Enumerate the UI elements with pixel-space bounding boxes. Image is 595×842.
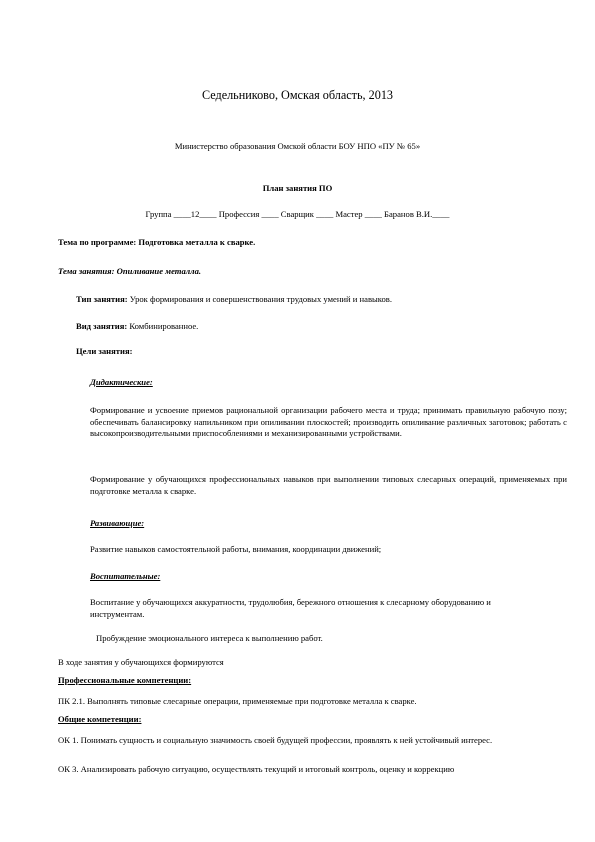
program-topic-label: Тема по программе:: [58, 237, 137, 247]
developing-text: Развитие навыков самостоятельной работы, внимания, координации движений;: [90, 544, 382, 554]
lesson-kind: [76, 321, 198, 332]
didactic-label: Дидактические:: [90, 377, 153, 387]
lesson-topic-value: Опиливание металла.: [114, 266, 202, 276]
didactic-paragraph-1: Формирование и усвоение приемов рациональной организации рабочего места и труда; принимать правильную рабочую позу; обеспечивать балансировку напильником при опиливании плоскостей; производить опиливание различных заготовок; работать с высокопроизводительными приспособлениями и механизированными устройствами.: [90, 405, 567, 439]
lesson-type-value: Урок формирования и совершенствования трудовых умений и навыков.: [127, 294, 393, 304]
lesson-topic-label: Тема занятия:: [58, 266, 115, 276]
plan-title: План занятия ПО: [262, 183, 333, 193]
interest-text: Пробуждение эмоционального интереса к выполнению работ.: [96, 633, 323, 643]
ok-1: ОК 1. Понимать сущность и социальную значимость своей будущей профессии, проявлять к ней устойчивый интерес.: [58, 735, 493, 745]
developing-label: Развивающие:: [90, 518, 145, 528]
place-year: Седельниково, Омская область, 2013: [201, 88, 394, 102]
professional-competencies-label: Профессиональные компетенции:: [58, 675, 192, 685]
lesson-kind-label: Вид занятия:: [76, 321, 128, 331]
lesson-type-label: Тип занятия:: [76, 294, 128, 304]
pk-2-1: ПК 2.1. Выполнять типовые слесарные операции, применяемые при подготовке металла к сварке.: [58, 696, 417, 706]
ministry-line: Министерство образования Омской области БОУ НПО «ПУ № 65»: [174, 141, 421, 151]
lesson-topic: [58, 266, 201, 277]
program-topic: [58, 237, 255, 248]
lesson-type: [76, 294, 392, 305]
lesson-kind-value: Комбинированное.: [127, 321, 199, 331]
competencies-intro: В ходе занятия у обучающихся формируются: [58, 657, 224, 667]
goals-label: Цели занятия:: [76, 346, 133, 356]
group-line: Группа ____12____ Профессия ____ Сварщик ____ Мастер ____ Баранов В.И.____: [145, 209, 450, 219]
didactic-paragraph-2: Формирование у обучающихся профессиональных навыков при выполнении типовых слесарных операций, применяемых при подготовке металла к сварке.: [90, 474, 567, 496]
program-topic-value: Подготовка металла к сварке.: [136, 237, 256, 247]
educational-label: Воспитательные:: [90, 571, 161, 581]
general-competencies-label: Общие компетенции:: [58, 714, 142, 724]
educational-text: Воспитание у обучающихся аккуратности, трудолюбия, бережного отношения к слесарному оборудованию и инструментам.: [90, 597, 491, 619]
ok-3: ОК 3. Анализировать рабочую ситуацию, осуществлять текущий и итоговый контроль, оценку и коррекцию: [58, 764, 455, 774]
